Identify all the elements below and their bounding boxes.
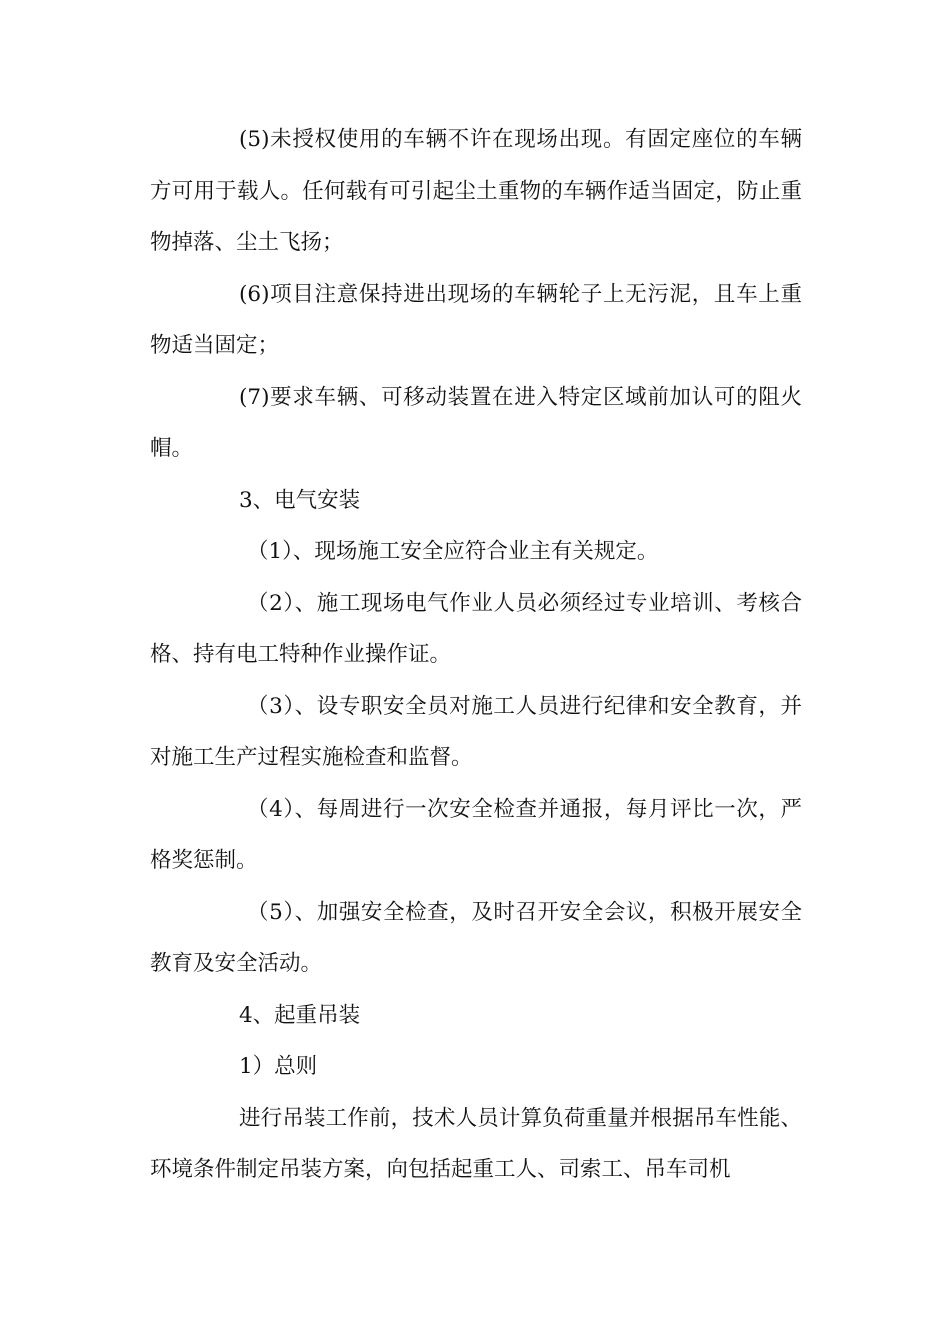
paragraph-vehicle-rule-6: (6)项目注意保持进出现场的车辆轮子上无污泥，且车上重物适当固定； [150, 281, 802, 358]
paragraph-lifting-general: 进行吊装工作前，技术人员计算负荷重量并根据吊车性能、环境条件制定吊装方案，向包括起重工人、司索工、吊车司机 [150, 1105, 802, 1182]
paragraph-electrical-rule-3: （3）、设专职安全员对施工人员进行纪律和安全教育，并对施工生产过程实施检查和监督。 [150, 693, 802, 770]
paragraph-electrical-rule-4: （4）、每周进行一次安全检查并通报，每月评比一次，严格奖惩制。 [150, 796, 802, 873]
paragraph-electrical-rule-1: （1）、现场施工安全应符合业主有关规定。 [247, 539, 659, 564]
paragraph-vehicle-rule-7: (7)要求车辆、可移动装置在进入特定区域前加认可的阻火帽。 [150, 384, 802, 461]
section-heading-electrical: 3、电气安装 [239, 487, 361, 513]
section-heading-lifting: 4、起重吊装 [239, 1002, 361, 1028]
paragraph-electrical-rule-5: （5）、加强安全检查，及时召开安全会议，积极开展安全教育及安全活动。 [150, 899, 802, 976]
document-body [150, 114, 802, 1196]
paragraph-vehicle-rule-5: (5)未授权使用的车辆不许在现场出现。有固定座位的车辆方可用于载人。任何载有可引起尘土重物的车辆作适当固定，防止重物掉落、尘土飞扬； [150, 127, 802, 255]
paragraph-electrical-rule-2: （2）、施工现场电气作业人员必须经过专业培训、考核合格、持有电工特种作业操作证。 [150, 590, 802, 667]
subsection-heading-general: 1）总则 [239, 1054, 318, 1079]
